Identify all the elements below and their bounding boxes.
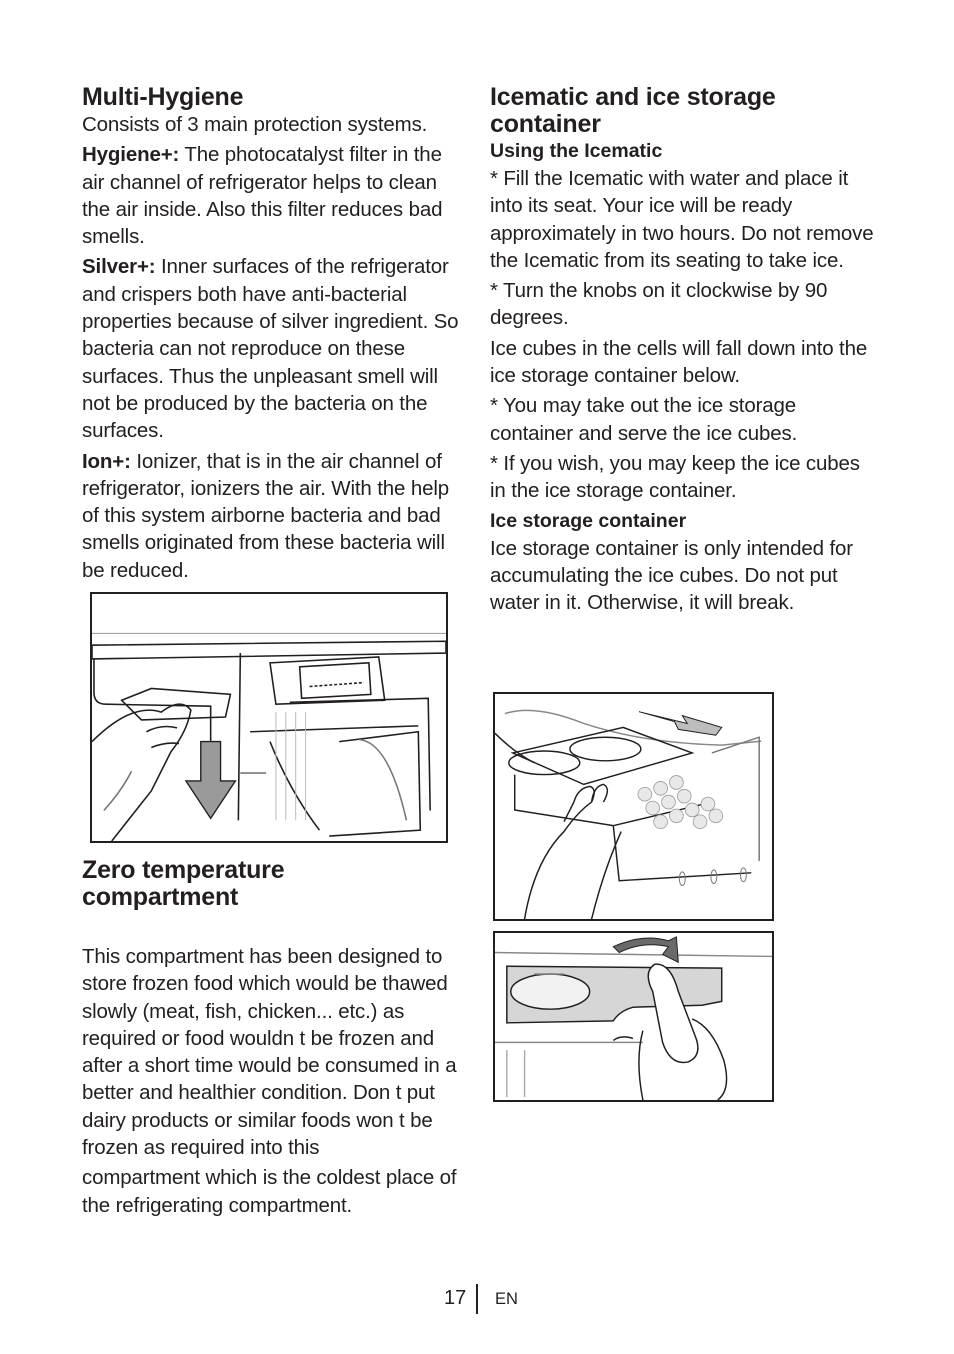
language-code: EN bbox=[495, 1290, 518, 1308]
zero-title-line2: compartment bbox=[82, 883, 239, 911]
hygiene-paragraph bbox=[82, 141, 467, 250]
crisper-drawer-illustration bbox=[90, 592, 448, 843]
step-fall: Ice cubes in the cells will fall down into the ice storage container below. bbox=[490, 336, 868, 388]
hygiene-label: Hygiene+: bbox=[82, 143, 180, 167]
zero-text-2: compartment which is the coldest place of the refrigerating compartment. bbox=[82, 1166, 457, 1217]
step-take: * You may take out the ice storage container and serve the ice cubes. bbox=[490, 394, 798, 445]
left-column bbox=[82, 84, 467, 584]
ion-label: Ion+: bbox=[82, 449, 131, 473]
multi-hygiene-title: Multi-Hygiene bbox=[82, 83, 244, 111]
zero-text-1: This compartment has been designed to store frozen food which would be thawed slowly (meat, fish, chicken... etc.) as required or food wouldn t be frozen and after a short time would be consumed in a better and healthier condition. Don t put dairy products or similar foods won t be frozen as required into this bbox=[82, 945, 457, 1160]
ice-tray-twist-illustration bbox=[493, 931, 774, 1102]
step-keep: * If you wish, you may keep the ice cubes in the ice storage container. bbox=[490, 451, 860, 503]
right-column bbox=[490, 84, 880, 616]
ice-storage-text: Ice storage container is only intended for accumulating the ice cubes. Do not put water in it. Otherwise, it will break. bbox=[490, 536, 853, 615]
silver-paragraph bbox=[82, 253, 467, 444]
icematic-install-illustration bbox=[493, 692, 774, 921]
icematic-title: Icematic and ice storage container bbox=[490, 83, 776, 138]
step-fill: * Fill the Icematic with water and place it into its seat. Your ice will be ready approximately in two hours. Do not remove the Icematic from its seating to take ice. bbox=[490, 167, 874, 272]
step-turn: * Turn the knobs on it clockwise by 90 degrees. bbox=[490, 279, 828, 330]
using-icematic-heading: Using the Icematic bbox=[490, 140, 663, 162]
ion-paragraph bbox=[82, 448, 467, 584]
ice-storage-heading: Ice storage container bbox=[490, 509, 687, 532]
footer-divider bbox=[476, 1284, 478, 1314]
page-number: 17 bbox=[444, 1287, 467, 1309]
zero-section bbox=[82, 857, 467, 1219]
silver-text: Inner surfaces of the refrigerator and crispers both have anti-bacterial properties because of silver ingredient. So bacteria can not reproduce on these surfaces. Thus the unpleasant smell will not be produced by the bacteria on the surfaces. bbox=[82, 255, 459, 443]
hygiene-text: The photocatalyst filter in the air channel of refrigerator helps to clean the air inside. Also this filter reduces bad smells. bbox=[82, 143, 443, 249]
multi-hygiene-intro: Consists of 3 main protection systems. bbox=[82, 113, 428, 136]
page-footer bbox=[0, 1284, 954, 1316]
zero-title-line1: Zero temperature bbox=[82, 856, 285, 884]
ion-text: Ionizer, that is in the air channel of refrigerator, ionizers the air. With the help of this system airborne bacteria and bad smells originated from these bacteria will be reduced. bbox=[82, 449, 449, 582]
silver-label: Silver+: bbox=[82, 255, 156, 279]
